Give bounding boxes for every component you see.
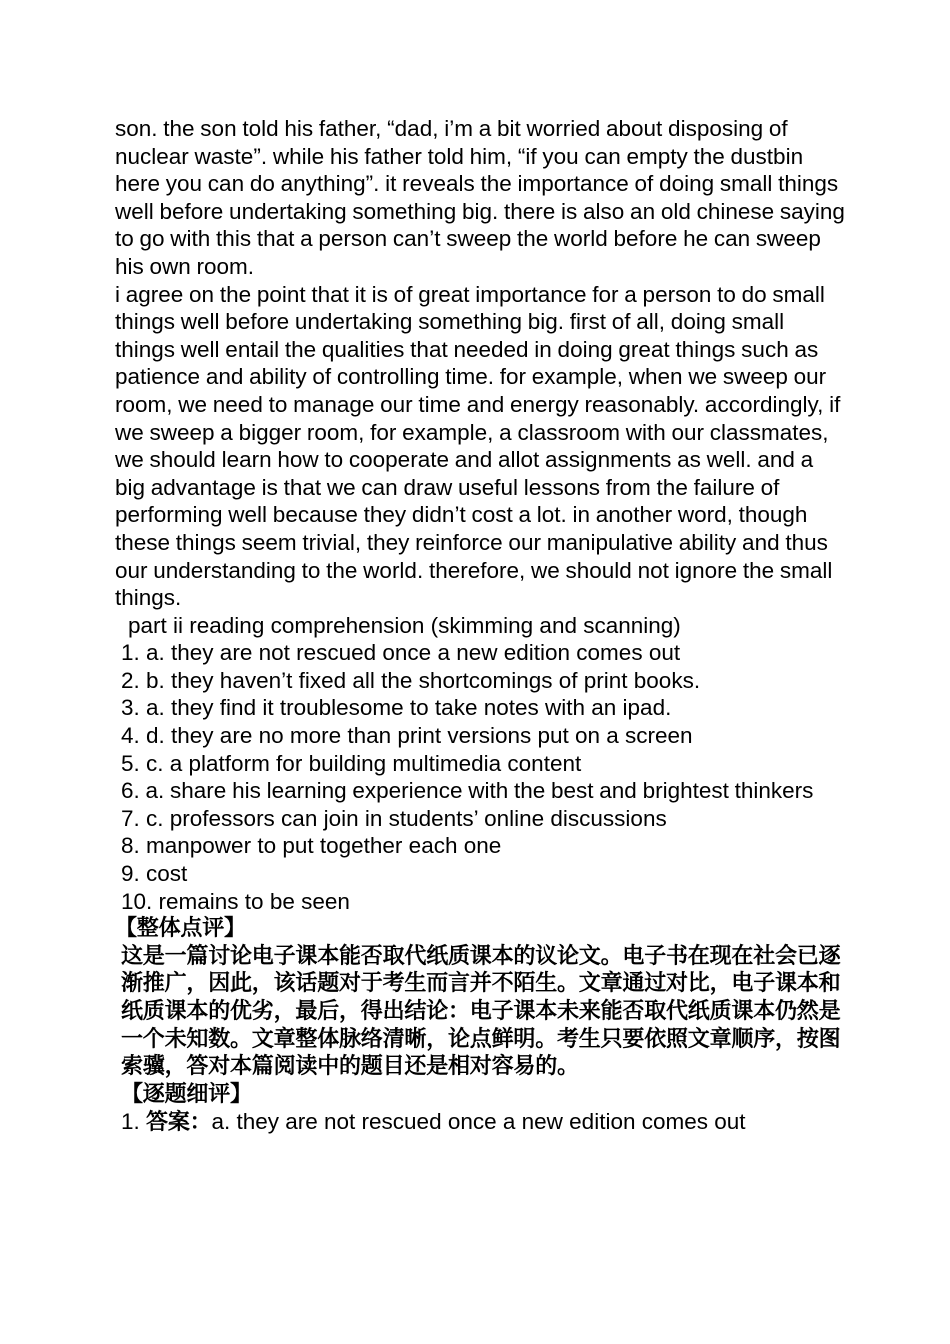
answer-item: 4. d. they are no more than print versions put on a screen <box>121 723 693 749</box>
answer-list <box>115 639 845 915</box>
essay-paragraph-2: i agree on the point that it is of great importance for a person to do small things well before undertaking something big. first of all, doing small things well entail the qualities that needed in doing great things such as patience and ability of controlling time. for example, when we sweep our room, we need to manage our time and energy reasonably. accordingly, if we sweep a bigger room, for example, a classroom with our classmates, we should learn how to cooperate and allot assignments as well. and a big advantage is that we can draw useful lessons from the failure of performing well because they didn’t cost a lot. in another word, though these things seem trivial, they reinforce our manipulative ability and thus our understanding to the world. therefore, we should not ignore the small things. <box>115 281 841 611</box>
detail-item-text: a. they are not rescued once a new edition comes out <box>211 1109 746 1135</box>
document-page <box>115 115 845 1137</box>
answer-item: 7. c. professors can join in students’ online discussions <box>121 805 667 831</box>
answer-item: 5. c. a platform for building multimedia content <box>121 750 582 776</box>
overall-review-heading: 【整体点评】 <box>115 916 246 942</box>
essay-paragraph-1: son. the son told his father, “dad, i’m a bit worried about disposing of nuclear waste”. while his father told him, “if you can empty the dustbin here you can do anything”. it reveals the importance of doing small things well before undertaking something big. there is also an old chinese saying to go with this that a person can’t sweep the world before he can sweep his own room. <box>115 116 845 279</box>
answer-item: 8. manpower to put together each one <box>121 833 502 859</box>
answer-item: 1. a. they are not rescued once a new edition comes out <box>121 640 681 666</box>
answer-item: 6. a. share his learning experience with the best and brightest thinkers <box>121 778 814 804</box>
detail-review-item <box>115 1108 845 1137</box>
detail-item-number: 1. <box>121 1109 140 1135</box>
detail-item-label: 答案： <box>146 1110 212 1136</box>
section-heading: part ii reading comprehension (skimming and scanning) <box>128 612 681 638</box>
answer-item: 10. remains to be seen <box>121 888 350 914</box>
answer-item: 2. b. they haven’t fixed all the shortcomings of print books. <box>121 667 701 693</box>
detail-review-heading: 【逐题细评】 <box>121 1081 252 1107</box>
answer-item: 3. a. they find it troublesome to take notes with an ipad. <box>121 695 672 721</box>
answer-item: 9. cost <box>121 861 188 887</box>
overall-review-body: 这是一篇讨论电子课本能否取代纸质课本的议论文。电子书在现在社会已逐渐推广，因此，该话题对于考生而言并不陌生。文章通过对比，电子课本和纸质课本的优劣，最后，得出结论：电子课本未来能否取代纸质课本仍然是一个未知数。文章整体脉络清晰，论点鲜明。考生只要依照文章顺序，按图索骥，答对本篇阅读中的题目还是相对容易的。 <box>121 943 841 1080</box>
